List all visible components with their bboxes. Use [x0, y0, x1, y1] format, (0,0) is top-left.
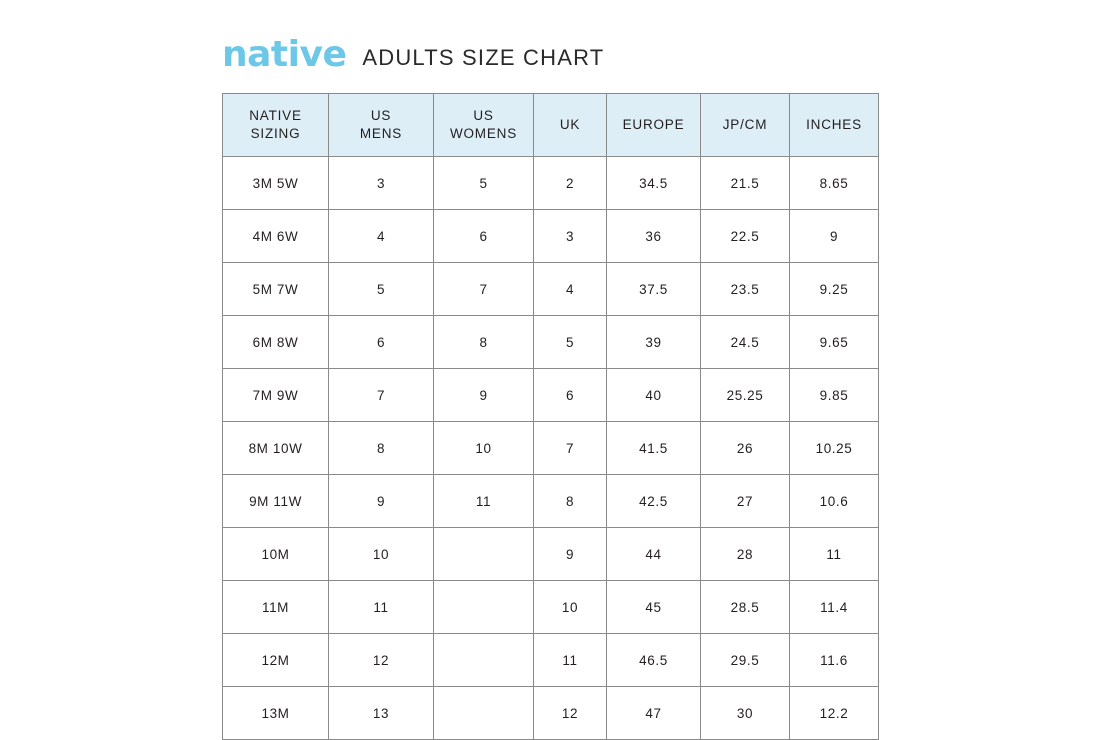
cell-europe: 47 [607, 687, 701, 740]
column-header-uk [534, 94, 607, 157]
cell-uk: 6 [534, 369, 607, 422]
cell-us-womens: 10 [434, 422, 534, 475]
cell-inches: 11.4 [790, 581, 879, 634]
cell-jp-cm: 28 [701, 528, 790, 581]
table-row [223, 475, 879, 528]
cell-europe: 46.5 [607, 634, 701, 687]
table-header [223, 94, 879, 157]
cell-europe: 34.5 [607, 157, 701, 210]
column-header-line-1: JP/CM [722, 116, 768, 132]
cell-jp-cm: 28.5 [701, 581, 790, 634]
table-row [223, 316, 879, 369]
cell-us-womens: 11 [434, 475, 534, 528]
column-header-inches [790, 94, 879, 157]
cell-native-sizing: 5M 7W [223, 263, 329, 316]
cell-jp-cm: 25.25 [701, 369, 790, 422]
cell-us-womens [434, 634, 534, 687]
cell-inches: 10.25 [790, 422, 879, 475]
table-row [223, 157, 879, 210]
cell-uk: 8 [534, 475, 607, 528]
column-header-line-1: UK [559, 116, 581, 132]
cell-native-sizing: 11M [223, 581, 329, 634]
cell-native-sizing: 10M [223, 528, 329, 581]
cell-inches: 11.6 [790, 634, 879, 687]
cell-europe: 45 [607, 581, 701, 634]
page-header [222, 34, 605, 75]
table-body [223, 157, 879, 740]
column-header-line-2: WOMENS [449, 126, 518, 141]
cell-native-sizing: 7M 9W [223, 369, 329, 422]
column-header-line-1: INCHES [806, 116, 862, 132]
cell-us-mens: 13 [329, 687, 434, 740]
table-row [223, 422, 879, 475]
cell-us-womens: 5 [434, 157, 534, 210]
cell-jp-cm: 29.5 [701, 634, 790, 687]
cell-us-womens: 7 [434, 263, 534, 316]
table-row [223, 687, 879, 740]
table-row [223, 369, 879, 422]
cell-us-mens: 5 [329, 263, 434, 316]
cell-us-womens [434, 528, 534, 581]
cell-jp-cm: 24.5 [701, 316, 790, 369]
cell-inches: 11 [790, 528, 879, 581]
column-header-line-2: SIZING [250, 126, 301, 141]
column-header-europe [607, 94, 701, 157]
cell-inches: 12.2 [790, 687, 879, 740]
table-row [223, 263, 879, 316]
column-header-jp-cm [701, 94, 790, 157]
cell-us-mens: 11 [329, 581, 434, 634]
cell-inches: 8.65 [790, 157, 879, 210]
cell-uk: 12 [534, 687, 607, 740]
table-row [223, 581, 879, 634]
cell-europe: 40 [607, 369, 701, 422]
cell-inches: 9.85 [790, 369, 879, 422]
column-header-us-womens [434, 94, 534, 157]
cell-jp-cm: 21.5 [701, 157, 790, 210]
column-header-line-1: US [370, 107, 392, 123]
column-header-line-1: EUROPE [622, 116, 685, 132]
page-title: ADULTS SIZE CHART [362, 45, 605, 70]
cell-jp-cm: 30 [701, 687, 790, 740]
cell-jp-cm: 26 [701, 422, 790, 475]
cell-europe: 37.5 [607, 263, 701, 316]
cell-europe: 39 [607, 316, 701, 369]
cell-us-womens: 9 [434, 369, 534, 422]
cell-us-womens [434, 581, 534, 634]
column-header-line-2: MENS [359, 126, 403, 141]
cell-europe: 42.5 [607, 475, 701, 528]
cell-native-sizing: 6M 8W [223, 316, 329, 369]
column-header-line-1: US [473, 107, 494, 123]
cell-inches: 9.65 [790, 316, 879, 369]
cell-us-womens [434, 687, 534, 740]
cell-us-mens: 7 [329, 369, 434, 422]
header-row [223, 94, 879, 157]
table-row [223, 210, 879, 263]
cell-uk: 5 [534, 316, 607, 369]
cell-inches: 9 [790, 210, 879, 263]
cell-us-mens: 12 [329, 634, 434, 687]
cell-europe: 44 [607, 528, 701, 581]
cell-uk: 2 [534, 157, 607, 210]
table-row [223, 528, 879, 581]
cell-jp-cm: 27 [701, 475, 790, 528]
cell-uk: 3 [534, 210, 607, 263]
cell-uk: 9 [534, 528, 607, 581]
cell-uk: 7 [534, 422, 607, 475]
table-row [223, 634, 879, 687]
cell-native-sizing: 8M 10W [223, 422, 329, 475]
cell-uk: 10 [534, 581, 607, 634]
cell-europe: 41.5 [607, 422, 701, 475]
native-brand-logo: native [222, 34, 347, 75]
cell-us-womens: 8 [434, 316, 534, 369]
adults-size-chart-table [222, 93, 879, 740]
cell-us-mens: 9 [329, 475, 434, 528]
cell-native-sizing: 13M [223, 687, 329, 740]
cell-native-sizing: 3M 5W [223, 157, 329, 210]
cell-native-sizing: 4M 6W [223, 210, 329, 263]
cell-us-mens: 3 [329, 157, 434, 210]
cell-inches: 10.6 [790, 475, 879, 528]
column-header-native-sizing [223, 94, 329, 157]
cell-us-mens: 4 [329, 210, 434, 263]
cell-uk: 4 [534, 263, 607, 316]
cell-europe: 36 [607, 210, 701, 263]
cell-native-sizing: 12M [223, 634, 329, 687]
cell-us-mens: 10 [329, 528, 434, 581]
cell-inches: 9.25 [790, 263, 879, 316]
cell-us-mens: 8 [329, 422, 434, 475]
cell-jp-cm: 22.5 [701, 210, 790, 263]
column-header-line-1: NATIVE [249, 107, 302, 123]
cell-us-mens: 6 [329, 316, 434, 369]
cell-native-sizing: 9M 11W [223, 475, 329, 528]
column-header-us-mens [329, 94, 434, 157]
cell-uk: 11 [534, 634, 607, 687]
cell-us-womens: 6 [434, 210, 534, 263]
cell-jp-cm: 23.5 [701, 263, 790, 316]
